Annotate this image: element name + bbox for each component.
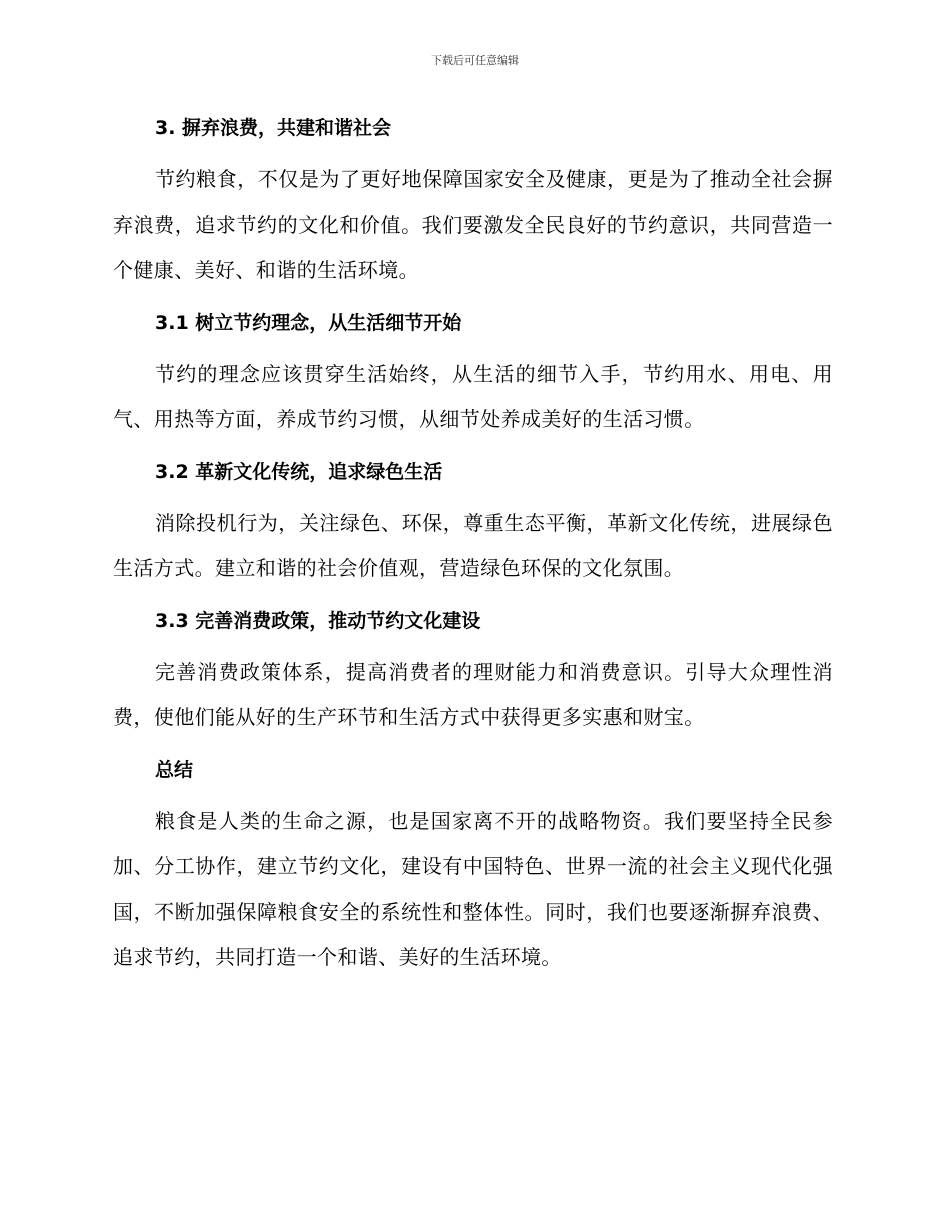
summary-heading: 总结: [155, 758, 194, 781]
section-paragraph: 消除投机行为，关注绿色、环保，尊重生态平衡，革新文化传统，进展绿色生活方式。建立和谐的社会价值观，营造绿色环保的文化氛围。: [113, 510, 833, 580]
section-heading: 3.2 革新文化传统，追求绿色生活: [155, 460, 443, 483]
summary-paragraph: 粮食是人类的生命之源，也是国家离不开的战略物资。我们要坚持全民参加、分工协作，建立节约文化，建设有中国特色、世界一流的社会主义现代化强国，不断加强保障粮食安全的系统性和整体性。同时，我们也要逐渐摒弃浪费、追求节约，共同打造一个和谐、美好的生活环境。: [113, 808, 833, 969]
section-heading: 3. 摒弃浪费，共建和谐社会: [155, 117, 392, 139]
section-heading: 3.1 树立节约理念，从生活细节开始: [155, 311, 462, 334]
document-body: [113, 113, 833, 981]
section-paragraph: 完善消费政策体系，提高消费者的理财能力和消费意识。引导大众理性消费，使他们能从好的生产环节和生活方式中获得更多实惠和财宝。: [113, 659, 833, 729]
section-heading: 3.3 完善消费政策，推动节约文化建设: [155, 609, 481, 632]
page-header-note: 下载后可任意编辑: [431, 54, 519, 67]
section-paragraph: 节约的理念应该贯穿生活始终，从生活的细节入手，节约用水、用电、用气、用热等方面，养成节约习惯，从细节处养成美好的生活习惯。: [113, 361, 833, 431]
section-paragraph: 节约粮食，不仅是为了更好地保障国家安全及健康，更是为了推动全社会摒弃浪费，追求节约的文化和价值。我们要激发全民良好的节约意识，共同营造一个健康、美好、和谐的生活环境。: [113, 167, 833, 282]
